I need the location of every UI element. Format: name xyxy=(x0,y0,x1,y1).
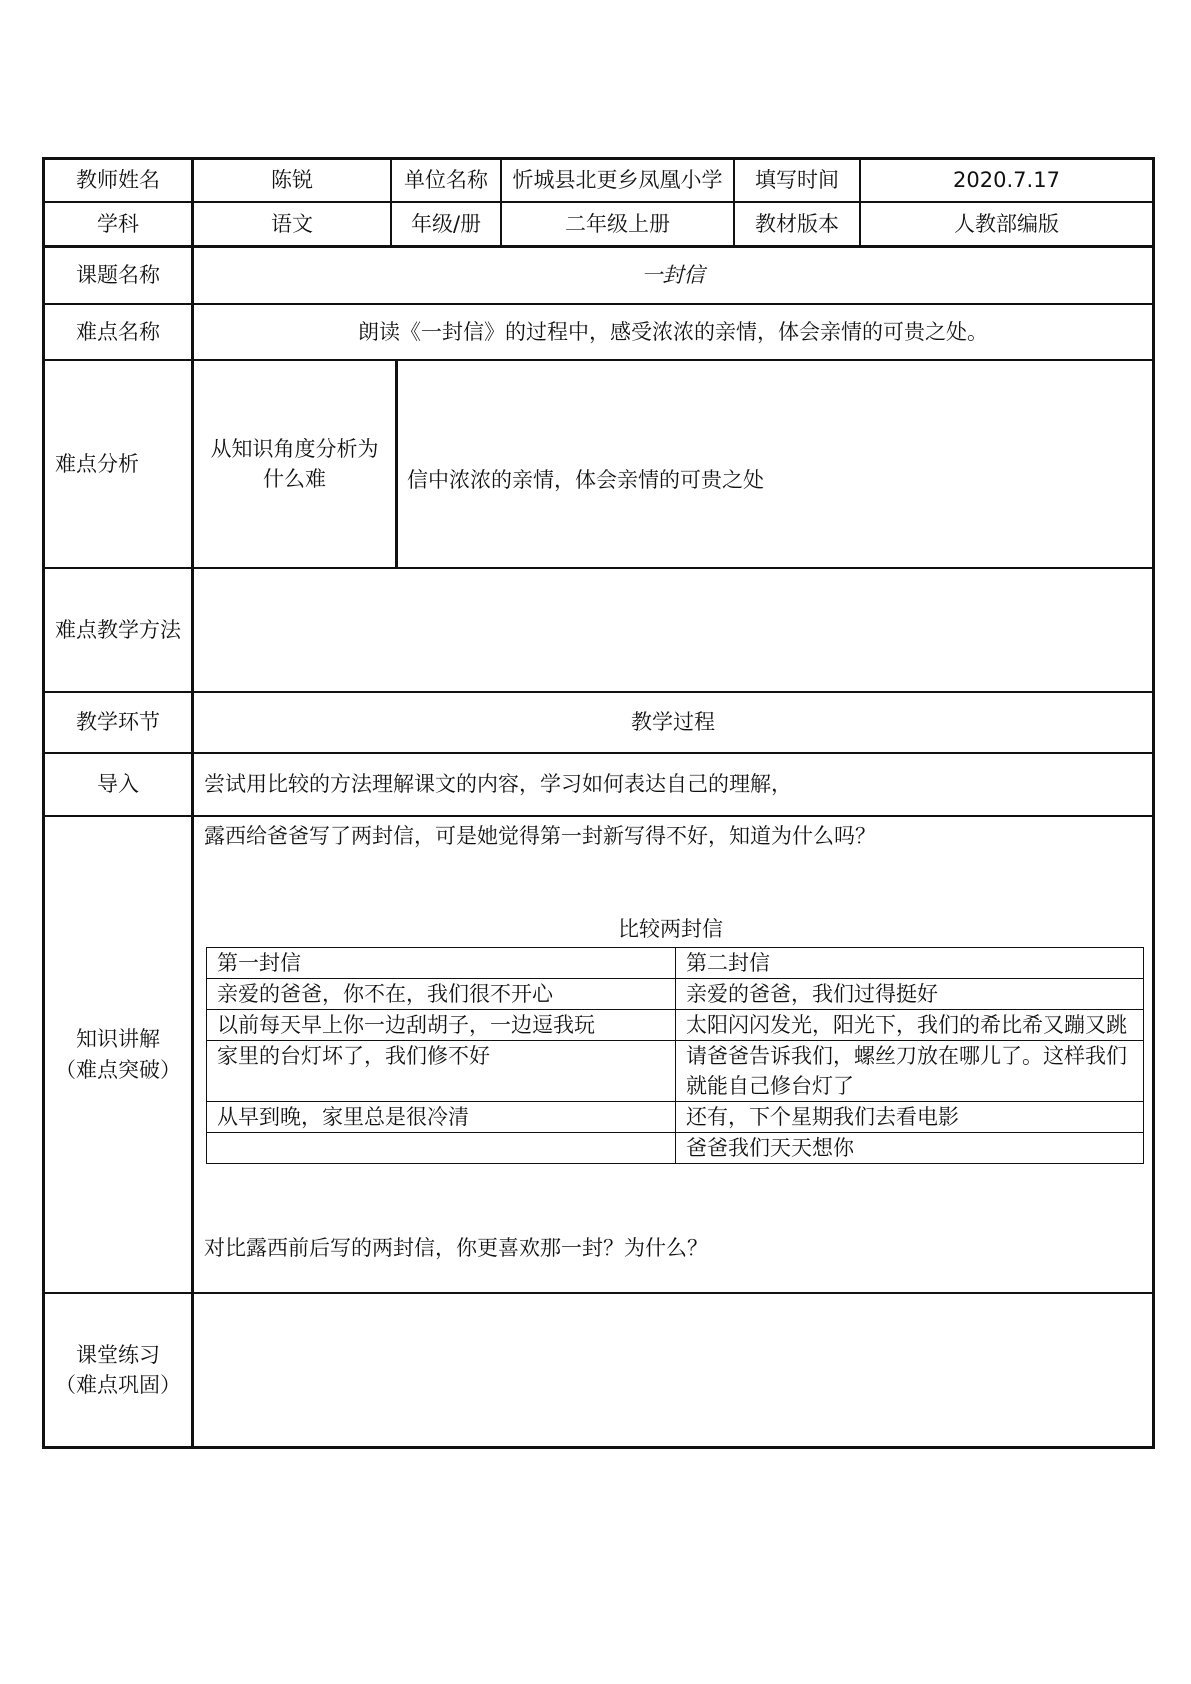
table-cell xyxy=(207,1133,676,1164)
topic-label: 课题名称 xyxy=(76,263,160,288)
process-label: 教学环节 xyxy=(76,710,160,735)
analysis-label: 难点分析 xyxy=(55,451,139,476)
analysis-value: 信中浓浓的亲情，体会亲情的可贵之处 xyxy=(407,467,764,492)
table-cell: 从早到晚，家里总是很冷清 xyxy=(207,1102,676,1133)
intro-value: 尝试用比较的方法理解课文的内容，学习如何表达自己的理解， xyxy=(204,772,792,797)
table-cell: 还有，下个星期我们去看电影 xyxy=(676,1102,1144,1133)
frame-right-border xyxy=(1152,157,1155,1449)
edition-label: 教材版本 xyxy=(755,211,839,236)
comparison-table-title: 比较两封信 xyxy=(618,917,723,941)
grade-value: 二年级上册 xyxy=(565,211,670,236)
table-cell: 太阳闪闪发光，阳光下，我们的希比希又蹦又跳 xyxy=(676,1010,1144,1041)
comparison-table xyxy=(206,947,1144,1164)
method-label: 难点教学方法 xyxy=(55,617,181,642)
intro-label: 导入 xyxy=(97,772,139,797)
teacher-name-label: 教师姓名 xyxy=(76,168,160,193)
frame-bottom-border xyxy=(42,1446,1155,1449)
explain-label-line2: （难点突破） xyxy=(55,1057,181,1082)
unit-name-label: 单位名称 xyxy=(404,168,488,193)
table-cell: 亲爱的爸爸，我们过得挺好 xyxy=(676,979,1144,1010)
table-row xyxy=(207,1102,1144,1133)
subject-label: 学科 xyxy=(97,211,139,236)
process-header: 教学过程 xyxy=(631,710,715,735)
unit-name-value: 忻城县北更乡凤凰小学 xyxy=(512,168,723,193)
analysis-sublabel xyxy=(194,361,395,567)
grade-label: 年级/册 xyxy=(410,211,482,236)
practice-label xyxy=(45,1294,191,1446)
method-value xyxy=(194,569,1152,691)
explain-label xyxy=(45,817,191,1292)
practice-label-line1: 课堂练习 xyxy=(76,1342,160,1367)
table-row xyxy=(207,1010,1144,1041)
topic-value: 一封信 xyxy=(641,263,705,288)
fill-date-value: 2020.7.17 xyxy=(953,168,1060,193)
table-header-row xyxy=(207,948,1144,979)
edition-value: 人教部编版 xyxy=(954,211,1059,236)
row-divider xyxy=(42,815,1155,817)
closing-question: 对比露西前后写的两封信，你更喜欢那一封？为什么？ xyxy=(204,1236,708,1260)
table-cell: 请爸爸告诉我们，螺丝刀放在哪儿了。这样我们就能自己修台灯了 xyxy=(676,1041,1144,1102)
table-cell: 爸爸我们天天想你 xyxy=(676,1133,1144,1164)
table-row xyxy=(207,1041,1144,1102)
analysis-sublabel-line2: 什么难 xyxy=(263,467,326,491)
explain-question: 露西给爸爸写了两封信，可是她觉得第一封新写得不好，知道为什么吗？ xyxy=(204,824,876,848)
table-header-cell: 第一封信 xyxy=(207,948,676,979)
table-row xyxy=(207,1133,1144,1164)
table-cell: 以前每天早上你一边刮胡子，一边逗我玩 xyxy=(207,1010,676,1041)
fill-date-label: 填写时间 xyxy=(755,168,839,193)
table-cell: 亲爱的爸爸，你不在，我们很不开心 xyxy=(207,979,676,1010)
explain-label-line1: 知识讲解 xyxy=(76,1027,160,1052)
table-header-cell: 第二封信 xyxy=(676,948,1144,979)
difficulty-value: 朗读《一封信》的过程中，感受浓浓的亲情，体会亲情的可贵之处。 xyxy=(358,319,988,344)
table-row xyxy=(207,979,1144,1010)
practice-value xyxy=(194,1294,1152,1446)
practice-label-line2: （难点巩固） xyxy=(55,1373,181,1397)
difficulty-label: 难点名称 xyxy=(76,319,160,344)
subject-value: 语文 xyxy=(271,211,313,236)
table-cell: 家里的台灯坏了，我们修不好 xyxy=(207,1041,676,1102)
analysis-sublabel-line1: 从知识角度分析为 xyxy=(210,436,379,461)
teacher-name-value: 陈锐 xyxy=(271,168,313,193)
